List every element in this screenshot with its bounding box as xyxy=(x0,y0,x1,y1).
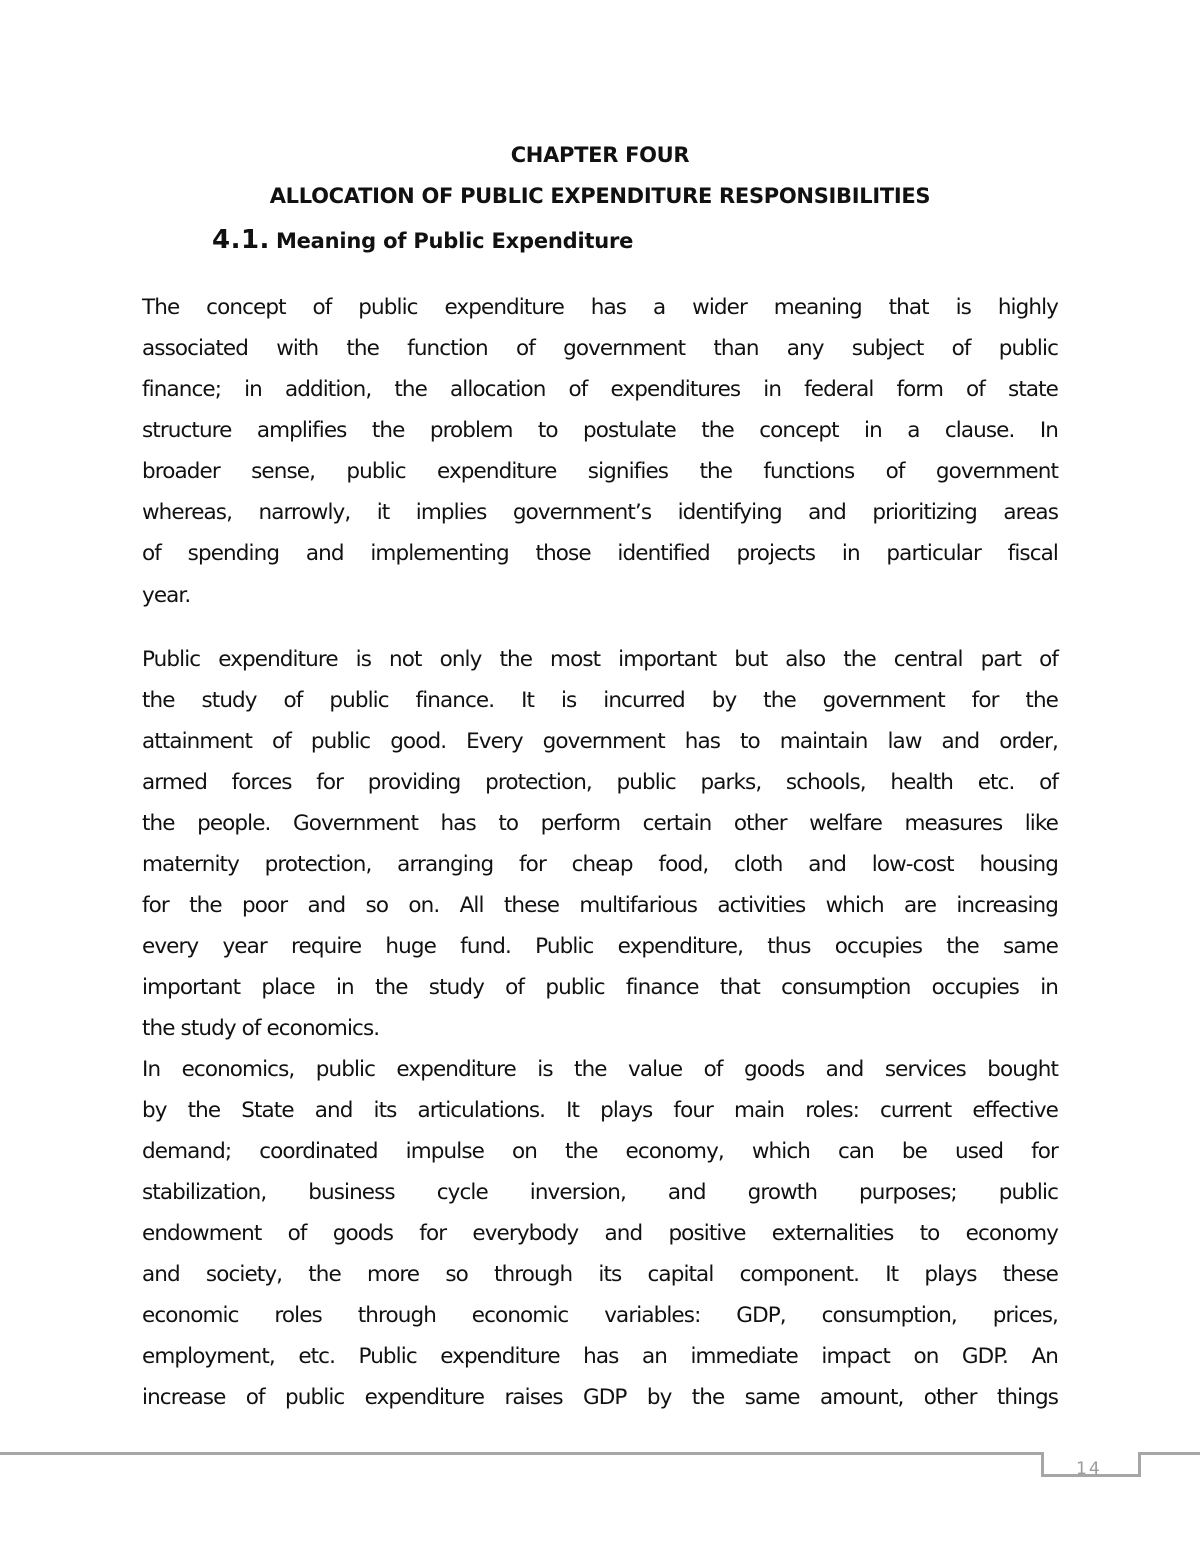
text-line: attainment of public good. Every government has to maintain law and order, xyxy=(142,729,1058,754)
chapter-heading: CHAPTER FOUR xyxy=(510,143,690,167)
text-line: the study of public finance. It is incurred by the government for the xyxy=(142,688,1058,713)
text-line: associated with the function of government than any subject of public xyxy=(142,336,1058,361)
text-line: every year require huge fund. Public expenditure, thus occupies the same xyxy=(142,934,1058,959)
text-line: In economics, public expenditure is the value of goods and services bought xyxy=(142,1057,1058,1082)
text-line: Public expenditure is not only the most important but also the central part of xyxy=(142,647,1058,672)
text-line: stabilization, business cycle inversion, and growth purposes; public xyxy=(142,1180,1058,1205)
text-line: broader sense, public expenditure signifies the functions of government xyxy=(142,459,1058,484)
text-line: important place in the study of public finance that consumption occupies in xyxy=(142,975,1058,1000)
text-line: The concept of public expenditure has a wider meaning that is highly xyxy=(142,295,1058,320)
text-line: structure amplifies the problem to postulate the concept in a clause. In xyxy=(142,418,1058,443)
text-line: of spending and implementing those identified projects in particular fiscal xyxy=(142,541,1058,566)
section-title: Meaning of Public Expenditure xyxy=(275,229,634,253)
text-line: finance; in addition, the allocation of expenditures in federal form of state xyxy=(142,377,1058,402)
chapter-title: ALLOCATION OF PUBLIC EXPENDITURE RESPONSIBILITIES xyxy=(269,184,931,208)
text-line: and society, the more so through its capital component. It plays these xyxy=(142,1262,1058,1287)
footer-rule-left xyxy=(0,1452,1044,1455)
text-line: demand; coordinated impulse on the economy, which can be used for xyxy=(142,1139,1058,1164)
text-line: armed forces for providing protection, public parks, schools, health etc. of xyxy=(142,770,1058,795)
text-line: for the poor and so on. All these multifarious activities which are increasing xyxy=(142,893,1058,918)
section-heading xyxy=(212,225,633,255)
text-line: economic roles through economic variables: GDP, consumption, prices, xyxy=(142,1303,1058,1328)
page-number: 14 xyxy=(1076,1459,1102,1479)
text-line: by the State and its articulations. It plays four main roles: current effective xyxy=(142,1098,1058,1123)
text-line: year. xyxy=(142,583,191,608)
text-line: employment, etc. Public expenditure has an immediate impact on GDP. An xyxy=(142,1344,1058,1369)
text-line: endowment of goods for everybody and positive externalities to economy xyxy=(142,1221,1058,1246)
text-line: the study of economics. xyxy=(142,1016,380,1041)
text-line: maternity protection, arranging for cheap food, cloth and low-cost housing xyxy=(142,852,1058,877)
footer-notch-right xyxy=(1138,1452,1141,1477)
section-number: 4.1. xyxy=(212,225,270,255)
text-line: whereas, narrowly, it implies government’s identifying and prioritizing areas xyxy=(142,500,1058,525)
footer-rule-right xyxy=(1138,1452,1200,1455)
text-line: increase of public expenditure raises GDP by the same amount, other things xyxy=(142,1385,1058,1410)
text-line: the people. Government has to perform certain other welfare measures like xyxy=(142,811,1058,836)
